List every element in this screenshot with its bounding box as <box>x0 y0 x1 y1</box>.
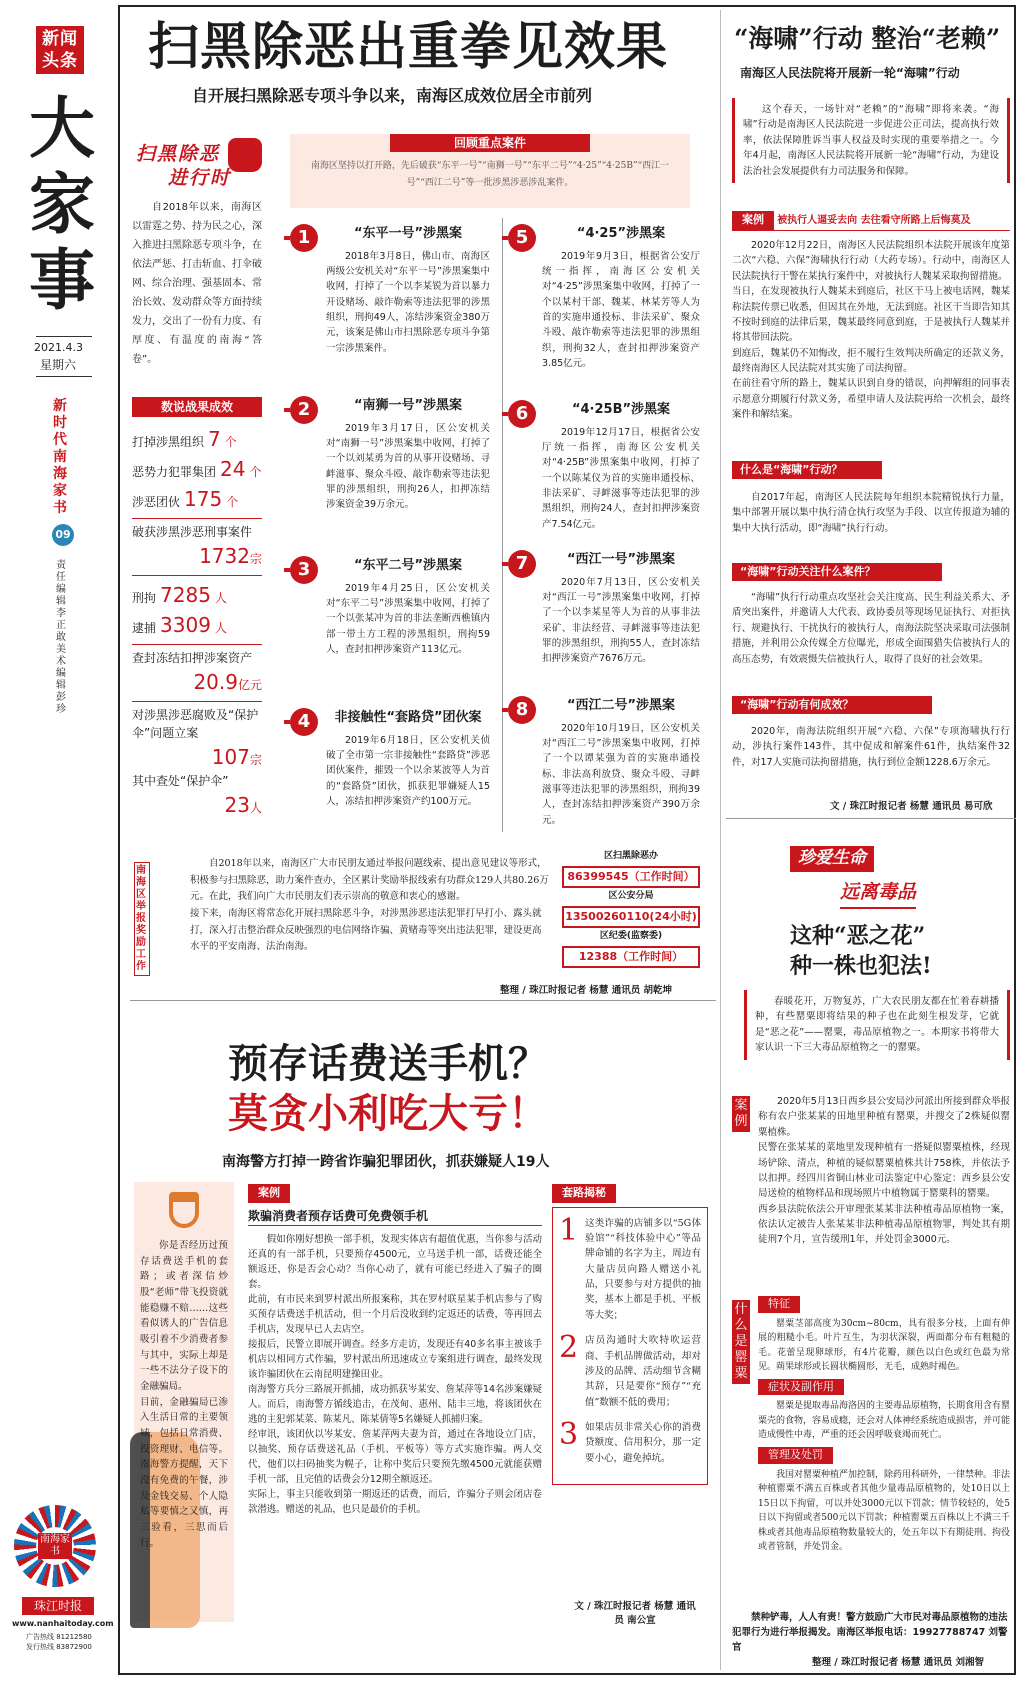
poppy-headline-1: 这种“恶之花” <box>790 923 926 949</box>
scam-side-text: 你是否经历过预存话费送手机的套路；或者深信炒股“老师”带飞投资就能稳赚不赔……这些看似诱人的广告信息吸引着不少消费者参与其中，实际上却是一些不法分子设下的金融骗局。 目前，金融骗局已渗入生活日常的主要领域，包括日常消费、投资理财、电信等。南海警方提醒，天下没有免费的午餐，涉及金钱交易、个人隐私等要慎之又慎，再三验看，三思而后行。 <box>140 1240 228 1549</box>
stat-item: 查封冻结扣押涉案资产 20.9亿元 <box>132 651 262 694</box>
review-bar: 回顾重点案件 <box>390 134 590 152</box>
brand-char: 大 <box>29 89 95 167</box>
case-title: “4·25B”涉黑案 <box>571 402 671 417</box>
case-text: 2019年3月17日，区公安机关对“南狮一号”涉黑案集中收网，打掉了一个以刘某勇为首的从事开设赌场、寻衅滋事、聚众斗殴、敲诈勒索等违法犯罪的涉黑组织，刑拘26人，扣押冻结涉案资金39万余元。 <box>326 422 490 511</box>
poppy-footer: 禁种铲毒，人人有责！警方鼓励广大市民对毒品原植物的违法犯罪行为进行举报揭发。南海区举报电话：19927788747 刘警官 <box>732 1612 1008 1654</box>
case-card <box>326 708 490 809</box>
qr-code[interactable] <box>14 1505 96 1587</box>
poppy-credit: 整理 / 珠江时报记者 杨慧 通讯员 刘湘智 <box>812 1657 985 1668</box>
case-number: 6 <box>508 400 536 428</box>
case-card <box>542 550 700 667</box>
case-text: 2020年10月19日，区公安机关对“西江二号”涉黑案集中收网，打掉了一个以谭某强为首的实施串通投标、非法高利放贷、聚众斗殴、寻衅滋事等违法犯罪的涉黑组织，刑拘39人，查封冻结扣押涉案资产390万余元。 <box>542 722 700 826</box>
case-card <box>542 400 700 532</box>
poppy-case-tag: 案例 <box>732 1096 750 1132</box>
reward-side-label: 南海区举报奖励工作 <box>134 862 150 976</box>
badge-line: 进行时 <box>168 167 232 189</box>
scam-headline-1: 预存话费送手机？ <box>228 1040 548 1087</box>
trick-step: 1 这类诈骗的店铺多以“5G体验馆”“科技体验中心”等品牌命铺的名字为主，周边有大量店员向路人赠送小礼品，只要参与对方提供的抽奖，基本上都是手机、平板等大奖； <box>559 1212 701 1321</box>
brand-title <box>22 90 102 318</box>
hotline-label: 区纪委(监察委) <box>599 931 663 941</box>
stat-item: 刑拘 7285 人 <box>132 583 227 607</box>
haixiao-sec3-text: “海啸”执行行动重点攻坚社会关注度高、民生利益关系大、矛盾突出案件，并邀请人大代表、政协委员等现场见证执行、对拒执行、规避执行、干扰执行的被执行人，南海法院坚决采取司法强制措施，并利用公众传媒全方位曝光，形成全面围猎失信被执行人的高压态势，有效震慑失信被执行人，取得了良好的社会效果。 <box>732 592 1010 665</box>
scam-subhead: 南海警方打掉一跨省诈骗犯罪团伙，抓获嫌疑人19人 <box>222 1154 550 1170</box>
haixiao-sec2-text: 自2017年起，南海区人民法院每年组织本院精锐执行力量，集中部署开展以集中执行清仓执行攻坚为手段、以宣传报道为辅的集中大执行活动，即“海啸”执行行动。 <box>732 492 1010 534</box>
poppy-intro-box <box>744 990 1010 1060</box>
case-text: 2019年4月25日，区公安机关对“东平二号”涉黑案集中收网，打掉了一个以张某冲为首的非法垄断西樵镇内部一带土方工程的涉黑组织，刑拘59人，查封扣押涉案资产113亿元。 <box>326 582 490 655</box>
case-title: “西江二号”涉黑案 <box>566 698 676 713</box>
haixiao-headline: “海啸”行动 整治“老赖” <box>734 24 1001 53</box>
masthead <box>0 0 112 1681</box>
stats-list <box>132 424 262 820</box>
case-card <box>326 224 490 356</box>
scam-headline-2: 莫贪小利吃大亏！ <box>228 1090 548 1137</box>
hotline-number[interactable]: 13500260110(24小时) <box>562 906 700 929</box>
main-intro: 自2018年以来，南海区以雷霆之势、持为民之心，深入推进扫黑除恶专项斗争，在依法严惩、打击斩血、打伞破网、综合治理、强基固本、常治长效、发动群众等方面持续发力，交出了一份有力度、有厚度、有温度的南海“答卷”。 <box>132 202 262 365</box>
case-title: “南狮一号”涉黑案 <box>353 398 463 413</box>
reward-text: 自2018年以来，南海区广大市民朋友通过举报问题线索、提出意见建议等形式，积极参与扫黑除恶，助力案件查办，全区累计奖励举报线索有功群众129人共80.26万元。在此，我们向广大市民朋友们表示崇高的敬意和衷心的感谢。 接下来，南海区将常态化开展扫黑除恶斗争，对涉黑涉恶违法犯罪打早打小、露头就打，深入打击整治群众反映强烈的电信网络诈骗、黄赌毒等突出违法犯罪，建设更高水平的平安南海、法治南海。 <box>190 858 549 953</box>
issue-weekday: 星期六 <box>40 358 77 372</box>
ad-phone: 广告热线 81212580 <box>26 1633 92 1641</box>
case-number: 5 <box>508 224 536 252</box>
fact-head: 特征 <box>758 1296 800 1313</box>
poppy-what-side: 什么是罂粟 <box>732 1300 750 1384</box>
poppy-intro: 春暖花开，万物复苏，广大农民朋友都在忙着春耕播种，有些罂粟即将结果的种子也在此刻生根发芽，它就是“恶之花”——罂粟，毒品原植物之一。本期家书将带大家认识一下三大毒品原植物之一的罂粟。 <box>755 996 999 1054</box>
case-text: 2020年7月13日，区公安机关对“西江一号”涉黑案集中收网，打掉了一个以李某星等人为首的从事非法采矿、非法经营、寻衅滋事等违法犯罪的涉黑组织，刑拘55人，查封冻结扣押涉案资产7676万元。 <box>542 576 700 665</box>
case-text: 2019年6月18日，区公安机关侦破了全市第一宗非接触性“套路贷”涉恶团伙案件，摧毁一个以余某波等人为首的“套路贷”团伙，抓获犯罪嫌疑人15人，冻结扣押涉案资产约100万元。 <box>326 734 490 807</box>
review-summary: 南海区坚持以打开路，先后破获“东平一号”“南狮一号”“东平二号”“4·25”“4·25B”“西江一号”“西江二号”等一批涉黑涉恶涉乱案件。 <box>310 161 670 189</box>
fist-icon <box>228 138 262 172</box>
haixiao-credit: 文 / 珠江时报记者 杨慧 通讯员 易可欣 <box>830 801 993 812</box>
trick-step: 2 店员沟通时大吹特吹运营商、手机品牌做活动，却对涉及的品牌、活动细节含糊其辞，只是要你“预存”“充值”数额不低的费用； <box>559 1330 701 1408</box>
stat-item: 破获涉黑涉恶刑事案件 1732宗 <box>132 525 262 568</box>
case-text: 假如你刚好想换一部手机，发现实体店有超值优惠，当你参与活动还真的有一部手机，只要预存4500元，立马送手机一部，话费还能全额返还，你是否会心动？当你心动了，就有可能已经进入了骗子的圈套。 此前，有市民来到罗村派出所报案称，其在罗村联星某手机店参与了购买预存话费送手机活动，但一个月后没收到约定返还的话费，等再回去手机店，发现早已人去店空。 接报后，民警立即展开调查。经多方走访，发现还有40多名事主被该手机店以相同方式作骗，罗村派出所迅速成立专案组进行调查，最终发现该诈骗团伙在云南昆明建操田业。 南海警方兵分三路展开抓捕，成功抓获岑某安、詹某萍等14名涉案嫌疑人。而后，南海警方循线追击，在茂甸、惠州、陆丰三地，将该团伙在逃的主犯郭某菜、陈某凡、陈某倩等5名嫌疑人抓捕归案。 经审讯，该团伙以岑某安、詹某萍两夫妻为首，通过在各地设立门店，以抽奖、预存话费送礼品（手机、平板等）等方式实施诈骗。两人交代，他们以扫码抽奖为幌子，让称中奖后只要预先缴4500元就能获赠手机一部，且完值的话费会分12期全额返还。 实际上，事主只能收到第一期返还的话费，而后，诈骗分子则会闭店卷款潜逃。赠送的礼品，也只是最价的手机。 <box>248 1233 542 1516</box>
case-card <box>326 396 490 513</box>
fact-head: 症状及副作用 <box>758 1379 844 1396</box>
case-card <box>542 696 700 828</box>
stat-item: 打掉涉黑组织 7 个 <box>132 427 237 451</box>
case-title: “西江一号”涉黑案 <box>566 552 676 567</box>
case-title: “东平二号”涉黑案 <box>353 558 463 573</box>
fact-head: 管理及处罚 <box>758 1447 833 1464</box>
case-number: 4 <box>290 708 318 736</box>
brand-char: 事 <box>29 241 95 319</box>
tagline: 新时代南海家书 <box>53 398 67 516</box>
stats-bar: 数说战果成效 <box>132 397 262 417</box>
fact-text: 我国对罂粟种植严加控制，除药用科研外，一律禁种。非法种植罂粟不满五百株或者其他少量毒品原植物的，处10日以上15日以下拘留，可以并处3000元以下罚款；情节较轻的，处5日以下拘留或者500元以下罚款；种植罂粟五百株以上不满三千株或者其他毒品原植物数量较大的，处五年以下有期徒刑、拘役或者管制，并处罚金。 <box>758 1469 1011 1553</box>
fact-text: 罂粟茎部高度为30cm~80cm，具有很多分枝，上面有伸展的粗糙小毛。叶片互生，为羽状深裂，两面都分布有粗糙的毛。花蕾呈现卵球形，有4片花瓣，颜色以白色或红色最为常见。蒴果球形或长圆状椭圆形，无毛，成熟时褐色。 <box>758 1318 1010 1373</box>
tricks-box <box>552 1184 708 1485</box>
page-number: 09 <box>52 524 74 546</box>
haixiao-subhead: 南海区人民法院将开展新一轮“海啸”行动 <box>740 66 960 80</box>
haixiao-sec2-bar: 什么是“海啸”行动？ <box>732 461 882 479</box>
scam-side-box <box>134 1182 234 1622</box>
case-title: 非接触性“套路贷”团伙案 <box>334 710 482 725</box>
case-number: 3 <box>290 556 318 584</box>
main-headline: 扫黑除恶出重拳见效果 <box>148 17 669 77</box>
shield-icon <box>169 1192 199 1228</box>
stat-item: 恶势力犯罪集团 24 个 <box>132 457 262 481</box>
news-top-badge: 新闻头条 <box>36 26 84 74</box>
case-number: 7 <box>508 550 536 578</box>
haixiao-sec4-text: 2020年，南海法院组织开展“六稳、六保”专项海啸执行行动，涉执行案件143件，其中促成和解案件61件，执结案件32件，对17人实施司法拘留措施，执行到位金额1228.6万余元。 <box>732 726 1010 768</box>
scam-case <box>248 1184 542 1517</box>
distro-phone: 发行热线 83872900 <box>26 1643 92 1651</box>
brand-char: 家 <box>29 165 95 243</box>
issue-date: 2021.4.3 <box>34 341 83 354</box>
case-tag: 案例 <box>248 1184 290 1203</box>
stat-item: 涉恶团伙 175 个 <box>132 487 239 511</box>
main-subhead: 自开展扫黑除恶专项斗争以来，南海区成效位居全市前列 <box>192 86 593 105</box>
main-credit: 整理 / 珠江时报记者 杨慧 通讯员 胡乾坤 <box>500 985 673 996</box>
hotline-label: 区公安分局 <box>608 891 654 901</box>
case-title: “东平一号”涉黑案 <box>353 226 463 241</box>
poppy-badge <box>790 846 940 916</box>
fact-text: 罂粟是提取毒品海洛因的主要毒品原植物，长期食用含有罂粟壳的食物，容易成瘾，还会对人体神经系统造成损害，并可能造成慢性中毒，严重的还会因呼吸衰竭而死亡。 <box>758 1401 1011 1441</box>
poppy-facts <box>758 1292 1010 1555</box>
case-text: 2018年3月8日，佛山市、南海区两级公安机关对“东平一号”涉黑案集中收网，打掉了一个以李某锐为首以暴力开设赌场、敲诈勒索等违法犯罪的涉黑组织，刑拘49人，冻结涉案资金380万元，该案是佛山市扫黑除恶专项斗争第一宗涉黑案件。 <box>326 250 490 354</box>
case-number: 1 <box>290 224 318 252</box>
hotline-label: 区扫黑除恶办 <box>603 851 658 861</box>
poppy-headline-2: 种一株也犯法! <box>790 953 932 979</box>
case-card <box>326 556 490 657</box>
case-number: 8 <box>508 696 536 724</box>
case-tag: 案例 <box>732 211 774 230</box>
scam-credit: 文 / 珠江时报记者 杨慧 通讯员 南公宣 <box>574 1601 696 1627</box>
case-title: 欺骗消费者预存话费可免费领手机 <box>248 1207 542 1226</box>
review-box <box>290 134 690 208</box>
poppy-case-text: 2020年5月13日西乡县公安局沙河派出所接到群众举报称有农户张某某的田地里种植有罂粟，并搜交了2株疑似罂粟植株。 民警在张某某的菜地里发现种植有一搭疑似罂粟植株，经现场铲除、清点，种植的疑似罂粟植株共计758株，并依法予以扣押。经四川省铜山林业司法鉴定中心鉴定：西乡县公安局送检的植物样品和现场照片中植物属于罂粟科的罂粟。 西乡县法院依法公开审理张某某非法种植毒品原植物一案，依法认定被告人张某某非法种植毒品原植物罪，判处其有期徒刑7个月，宣告缓刑1年，并处罚金3000元。 <box>758 1096 1010 1246</box>
stat-item: 其中查处“保护伞” 23人 <box>132 774 262 817</box>
section-title: 被执行人逼妥去向 去往看守所路上后悔莫及 <box>777 215 971 226</box>
hotline-number[interactable]: 12388（工作时间） <box>562 946 700 969</box>
paper-site: www.nanhaitoday.com <box>12 1619 114 1628</box>
haixiao-sec1-head <box>732 211 1010 231</box>
stat-item: 对涉黑涉恶腐败及“保护伞”问题立案 107宗 <box>132 708 262 769</box>
trick-step: 3 如果店员非常关心你的消费贷额度、信用积分，那一定要小心，避免掉坑。 <box>559 1417 701 1464</box>
haixiao-sec1-text: 2020年12月22日，南海区人民法院组织本法院开展该年度第二次“六稳、六保”海啸执行行动（大药专场）。行动中，南海区人民法院执行干警在某执行案件中，对被执行人魏某采取拘留措施。 当日，在发现被执行人魏某未到庭后，社区干马上被电话网，魏某称法院传票已收悉，但因其在外地，无法到庭。社区干当即告知其不按时到庭的法律后果，魏某最终同意到庭，于是被执行人魏某并将其带回法院。 到庭后，魏某仍不知悔改，拒不履行生效判决所确定的还款义务，最终南海区人民法院对其实施了司法拘留。 在前往看守所的路上，魏某认识到自身的错误，向押解组的同事表示愿意分期履行付款义务，希望申请人及法院再给一次机会，最终案件和解结案。 <box>732 240 1010 421</box>
paper-name: 珠江时报 <box>22 1597 94 1615</box>
stat-item: 逮捕 3309 人 <box>132 613 227 637</box>
crackdown-badge <box>132 140 264 190</box>
haixiao-intro-box <box>732 98 1010 183</box>
case-title: “4·25”涉黑案 <box>576 226 666 241</box>
hotline-number[interactable]: 86399545（工作时间） <box>562 866 700 889</box>
qr-label: 南海家书 <box>40 1534 70 1557</box>
haixiao-sec4-bar: “海啸”行动有何成效？ <box>732 696 932 714</box>
case-number: 2 <box>290 396 318 424</box>
case-text: 2019年9月3日，根据省公安厅统一指挥，南海区公安机关对“4·25”涉黑案集中收网，打掉了一个以某村干部、魏某、林某芳等人为首的实施串通投标、非法采矿、聚众斗殴、敲诈勒索等违法犯罪的涉黑组织，刑拘32人，查封扣押涉案资产3.85亿元。 <box>542 250 700 370</box>
editors: 责任编辑 李正敢 美术编辑 彭珍 <box>56 560 66 715</box>
haixiao-intro: 这个春天，一场针对“老赖”的“海啸”即将来袭。“海啸”行动是南海区人民法院进一步促进公正司法，提高执行效率，依法保障胜诉当事人权益及时实现的重要举措之一。今年4月起，南海区人民法院将开展新一轮“海啸”行动，为建设法治社会发展提供有力司法服务和保障。 <box>743 104 999 177</box>
badge-line: 珍爱生命 <box>790 846 874 872</box>
badge-line: 扫黑除恶 <box>136 143 221 165</box>
trick-tag: 套路揭秘 <box>552 1184 616 1203</box>
case-card <box>542 224 700 372</box>
badge-line: 远离毒品 <box>840 878 916 909</box>
haixiao-sec3-bar: “海啸”行动关注什么案件？ <box>732 563 942 581</box>
case-text: 2019年12月17日，根据省公安厅统一指挥，南海区公安机关对“4·25B”涉黑案集中收网，打掉了一个以陈某仪为首的实施串通投标、非法采矿、寻衅滋事等违法犯罪的涉黑组织，刑拘24人，查封扣押涉案资产7.54亿元。 <box>542 426 700 530</box>
hotline-list <box>562 850 700 970</box>
